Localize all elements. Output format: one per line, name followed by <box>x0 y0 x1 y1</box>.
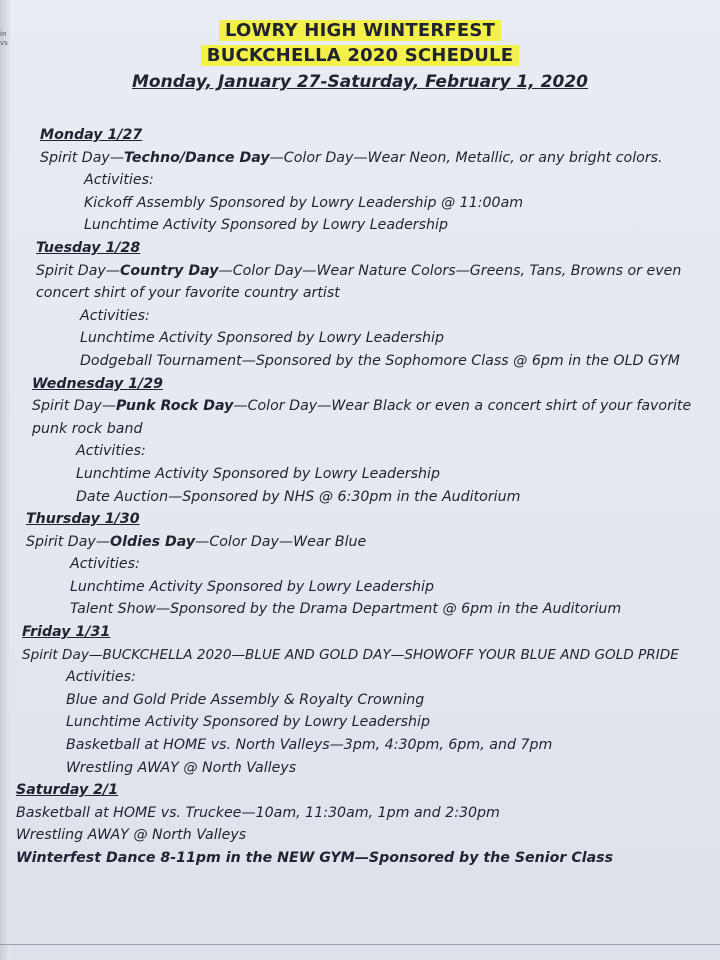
page-edge <box>0 0 10 960</box>
title-line-1: LOWRY HIGH WINTERFEST <box>219 20 501 41</box>
activities-label: Activities: <box>80 307 150 324</box>
spirit-theme: Punk Rock Day <box>116 398 234 415</box>
spirit-theme: Techno/Dance Day <box>124 149 270 166</box>
activity-item: Date Auction—Sponsored by NHS @ 6:30pm in the Auditorium <box>76 488 521 505</box>
title-block <box>0 18 720 92</box>
spirit-prefix: Spirit Day— <box>40 149 125 166</box>
day-heading: Friday 1/31 <box>22 624 111 641</box>
spirit-day-line <box>26 531 714 554</box>
day-heading: Tuesday 1/28 <box>36 239 141 256</box>
spirit-theme: Country Day <box>120 262 219 279</box>
day-heading: Monday 1/27 <box>40 127 143 143</box>
schedule-body <box>14 124 714 870</box>
day-heading: Wednesday 1/29 <box>32 375 163 392</box>
spirit-prefix: Spirit Day— <box>26 533 111 550</box>
activity-item: Basketball at HOME vs. North Valleys—3pm, 4:30pm, 6pm, and 7pm <box>66 737 553 754</box>
activity-item: Talent Show—Sponsored by the Drama Department @ 6pm in the Auditorium <box>70 601 622 618</box>
activities-label: Activities: <box>84 172 154 189</box>
day-monday <box>40 124 714 237</box>
spirit-day-line: Spirit Day—BUCKCHELLA 2020—BLUE AND GOLD DAY—SHOWOFF YOUR BLUE AND GOLD PRIDE <box>22 646 679 663</box>
spirit-prefix: Spirit Day— <box>32 398 117 415</box>
activity-item: Basketball at HOME vs. Truckee—10am, 11:30am, 1pm and 2:30pm <box>16 804 500 821</box>
activity-item: Lunchtime Activity Sponsored by Lowry Leadership <box>80 330 444 347</box>
spirit-theme: Oldies Day <box>110 533 196 550</box>
spirit-day-line <box>36 260 714 305</box>
activity-item: Wrestling AWAY @ North Valleys <box>16 827 247 844</box>
day-tuesday <box>36 237 714 373</box>
day-heading: Saturday 2/1 <box>16 782 119 799</box>
spirit-details: —Color Day—Wear Black or even a concert shirt of your favorite punk rock band <box>32 398 692 437</box>
day-friday <box>22 621 714 779</box>
title-line-2: BUCKCHELLA 2020 SCHEDULE <box>201 45 519 66</box>
dance-item: Winterfest Dance 8-11pm in the NEW GYM—Sponsored by the Senior Class <box>16 850 614 866</box>
edge-mark: vs <box>0 39 8 47</box>
day-wednesday <box>32 373 714 509</box>
activity-item: Lunchtime Activity Sponsored by Lowry Leadership <box>70 578 434 595</box>
activity-item: Lunchtime Activity Sponsored by Lowry Leadership <box>84 217 448 234</box>
date-range: Monday, January 27-Saturday, February 1, 2020 <box>132 72 588 92</box>
activity-item: Lunchtime Activity Sponsored by Lowry Leadership <box>66 714 430 731</box>
activities-label: Activities: <box>66 669 136 686</box>
activity-item: Wrestling AWAY @ North Valleys <box>66 759 297 776</box>
day-heading: Thursday 1/30 <box>26 511 140 528</box>
spirit-details: —Color Day—Wear Blue <box>195 533 367 550</box>
activities-label: Activities: <box>70 556 140 573</box>
activity-item: Blue and Gold Pride Assembly & Royalty Crowning <box>66 691 425 708</box>
day-saturday <box>16 779 714 869</box>
spirit-day-line <box>32 395 714 440</box>
activities-label: Activities: <box>76 443 146 460</box>
spirit-day-line <box>40 147 714 170</box>
page-bottom-edge <box>0 944 720 945</box>
activity-item: Kickoff Assembly Sponsored by Lowry Leadership @ 11:00am <box>84 194 524 211</box>
spirit-details: —Color Day—Wear Nature Colors—Greens, Tans, Browns or even concert shirt of your favorite country artist <box>36 262 682 302</box>
spirit-details: —Color Day—Wear Neon, Metallic, or any bright colors. <box>269 149 663 166</box>
day-thursday <box>26 508 714 621</box>
activity-item: Lunchtime Activity Sponsored by Lowry Leadership <box>76 465 440 482</box>
edge-mark: in <box>0 30 7 38</box>
activity-item: Dodgeball Tournament—Sponsored by the Sophomore Class @ 6pm in the OLD GYM <box>80 352 680 369</box>
spirit-prefix: Spirit Day— <box>36 262 121 279</box>
